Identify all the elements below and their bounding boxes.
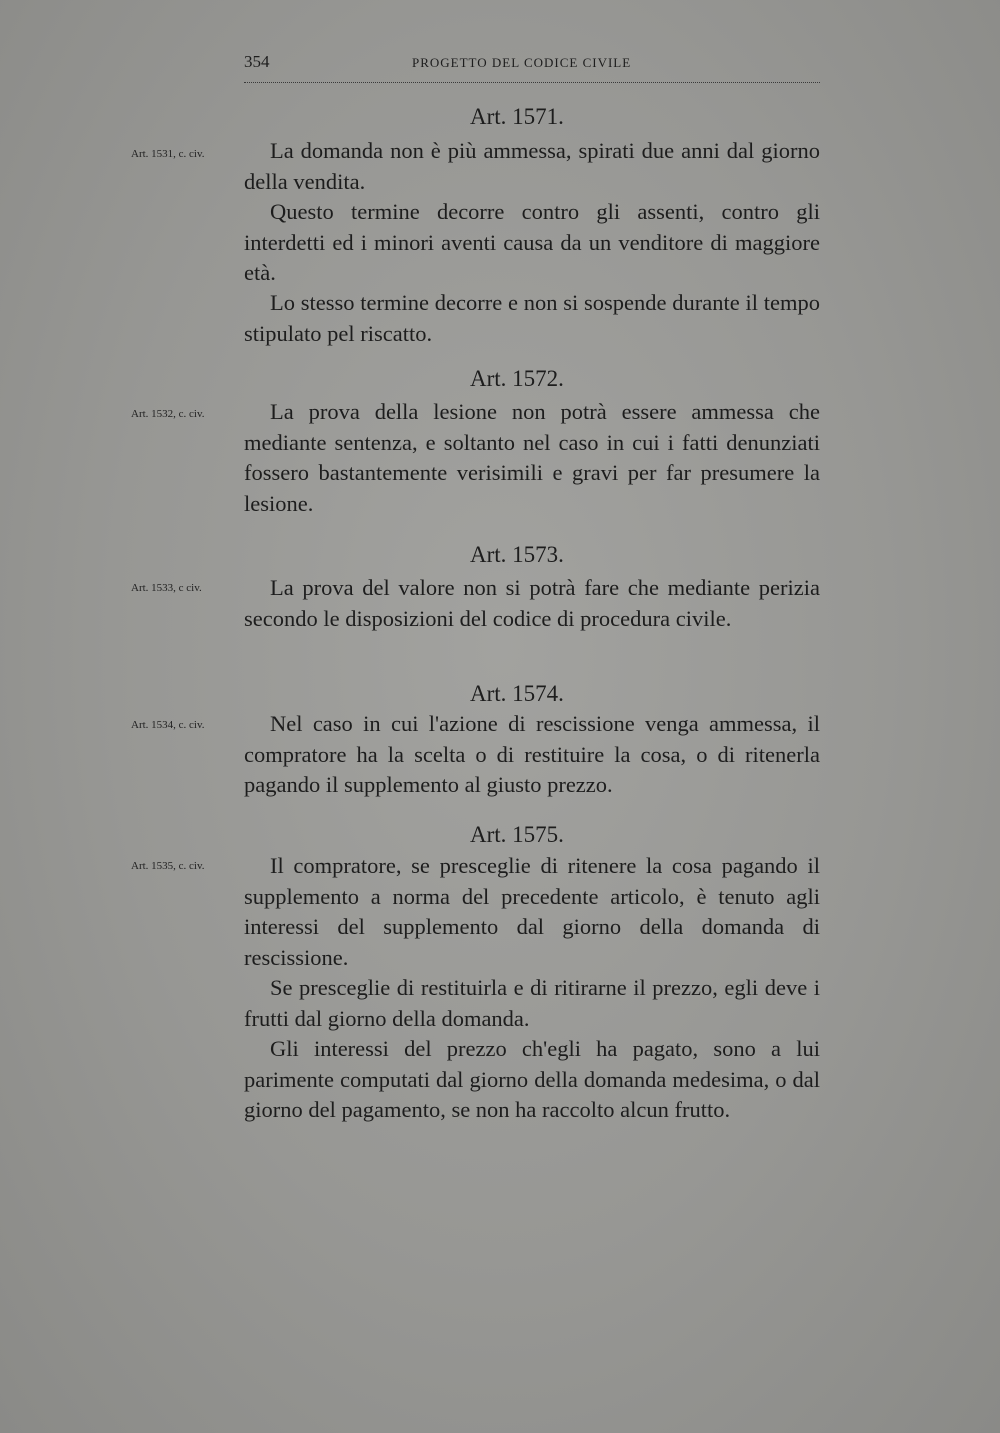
article-paragraph: Nel caso in cui l'azione di rescissione venga ammessa, il compratore ha la scelta o di restituire la cosa, o di ritenerla pagando il supplemento al giusto prezzo. — [244, 711, 820, 797]
article-paragraph: La domanda non è più ammessa, spirati due anni dal giorno della vendita. — [244, 138, 820, 194]
margin-note: Art. 1532, c. civ. — [131, 408, 205, 420]
article-paragraph: Gli interessi del prezzo ch'egli ha pagato, sono a lui parimente computati dal giorno della domanda medesima, o dal giorno del pagamento, se non ha raccolto alcun frutto. — [244, 1036, 820, 1122]
margin-note: Art. 1535, c. civ. — [131, 860, 205, 872]
article-heading: Art. 1575. — [470, 822, 564, 847]
article-paragraph: La prova del valore non si potrà fare che mediante perizia secondo le disposizioni del codice di procedura civile. — [244, 575, 820, 631]
margin-note: Art. 1534, c. civ. — [131, 719, 205, 731]
article-paragraph: Lo stesso termine decorre e non si sospende durante il tempo stipulato pel riscatto. — [244, 290, 820, 346]
page-number: 354 — [244, 52, 270, 71]
page-header — [244, 52, 820, 83]
margin-note: Art. 1533, c civ. — [131, 582, 202, 594]
article-paragraph: La prova della lesione non potrà essere ammessa che mediante sentenza, e soltanto nel caso in cui i fatti denunziati fossero bastantemente verisimili e gravi per far presumere la lesione. — [244, 399, 820, 516]
article-heading: Art. 1571. — [470, 104, 564, 129]
article-paragraph: Il compratore, se presceglie di ritenere la cosa pagando il supplemento a norma del precedente articolo, è tenuto agli interessi del supplemento dal giorno della domanda di rescissione. — [244, 853, 820, 970]
running-title: PROGETTO DEL CODICE CIVILE — [412, 55, 632, 70]
margin-note: Art. 1531, c. civ. — [131, 148, 205, 160]
article-paragraph: Se presceglie di restituirla e di ritirarne il prezzo, egli deve i frutti dal giorno della domanda. — [244, 975, 820, 1031]
article-heading: Art. 1573. — [470, 542, 564, 567]
article-heading: Art. 1574. — [470, 681, 564, 706]
article-heading: Art. 1572. — [470, 366, 564, 391]
article-paragraph: Questo termine decorre contro gli assenti, contro gli interdetti ed i minori aventi causa da un venditore di maggiore età. — [244, 199, 820, 285]
